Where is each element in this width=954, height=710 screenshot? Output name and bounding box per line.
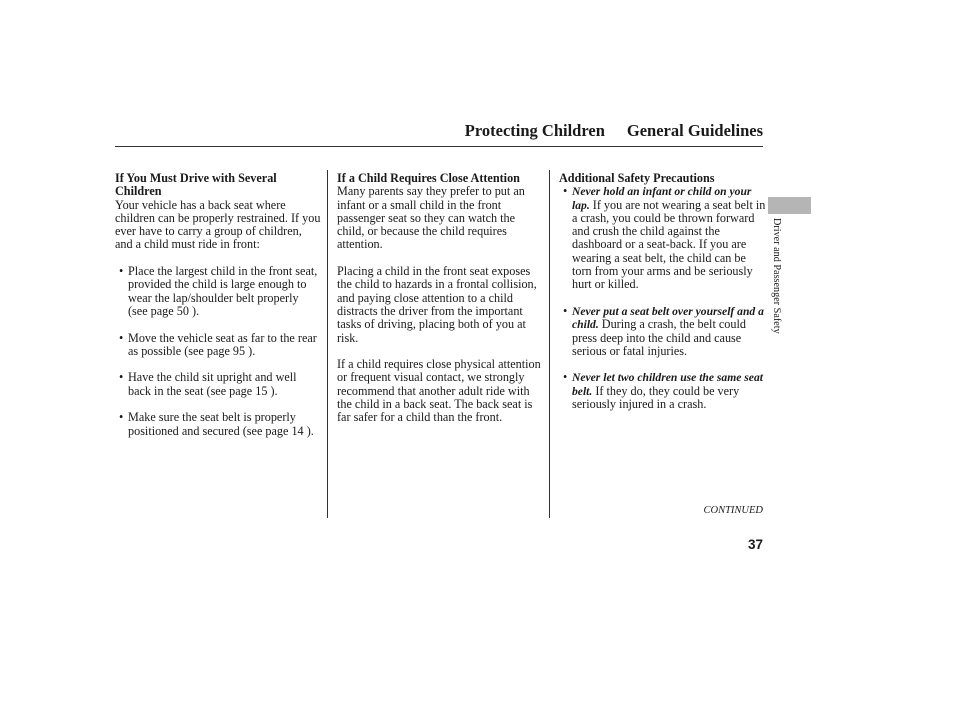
bullet-icon: •	[119, 370, 124, 385]
paragraph: If a child requires close physical attention or frequent visual contact, we strongly recommend that another adult ride with the child in a back seat. The back seat is far safer for a child than the front.	[337, 357, 541, 425]
list-item: • Never hold an infant or child on your lap. If you are not wearing a seat belt in a crash, you could be thrown forward and crush the child against the dashboard or a seat-back. If you are wearing a seat belt, the child can be torn from your arms and be seriously hurt or killed.	[563, 184, 766, 292]
column-several-children	[115, 172, 321, 438]
column-heading: Additional Safety Precautions	[559, 171, 715, 185]
bullet-icon: •	[563, 184, 568, 199]
emphasis-text: Never put a seat belt over yourself and a child.	[572, 304, 764, 332]
column-heading: If a Child Requires Close Attention	[337, 171, 520, 185]
bullet-icon: •	[119, 330, 124, 345]
bullet-list	[559, 185, 766, 411]
paragraph: Placing a child in the front seat exposes the child to hazards in a frontal collision, and paying close attention to a child distracts the driver from the important tasks of driving, placing both of you at risk.	[337, 264, 537, 345]
bullet-icon: •	[563, 303, 568, 318]
bullet-icon: •	[563, 370, 568, 385]
column-divider	[327, 170, 328, 518]
list-item: • Move the vehicle seat as far to the rear as possible (see page 95 ).	[119, 330, 317, 358]
list-item: • Never put a seat belt over yourself and a child. During a crash, the belt could press deep into the child and cause serious or fatal injuries.	[563, 303, 764, 358]
bullet-list	[115, 265, 321, 438]
section-title: Protecting Children	[464, 121, 605, 140]
bullet-icon: •	[119, 410, 124, 425]
list-item: • Have the child sit upright and well back in the seat (see page 15 ).	[119, 370, 297, 398]
column-safety-precautions	[559, 172, 766, 411]
list-item: • Make sure the seat belt is properly positioned and secured (see page 14 ).	[119, 410, 314, 438]
emphasis-text: Never let two children use the same seat belt.	[572, 371, 763, 398]
emphasis-text: Never hold an infant or child on your lap.	[572, 185, 752, 212]
paragraph: Your vehicle has a back seat where children can be properly restrained. If you ever have to carry a group of children, and a child must ride in front:	[115, 197, 321, 252]
paragraph: Many parents say they prefer to put an infant or a small child in the front passenger seat so they can watch the child, or because the child requires attention.	[337, 184, 525, 252]
page-header	[115, 122, 763, 147]
column-heading: If You Must Drive with Several Children	[115, 171, 277, 199]
list-item: • Never let two children use the same seat belt. If they do, they could be very seriously injured in a crash.	[563, 370, 763, 412]
column-close-attention	[337, 172, 544, 425]
column-divider	[549, 170, 550, 518]
continued-label: CONTINUED	[703, 505, 763, 516]
section-tab-marker	[768, 197, 811, 214]
list-item: • Place the largest child in the front seat, provided the child is large enough to wear the lap/shoulder belt properly (see page 50 ).	[119, 264, 318, 318]
bullet-icon: •	[119, 264, 124, 279]
page-number: 37	[747, 537, 763, 552]
sidebar-section-label: Driver and Passenger Safety	[771, 218, 782, 334]
section-subtitle: General Guidelines	[626, 121, 763, 140]
